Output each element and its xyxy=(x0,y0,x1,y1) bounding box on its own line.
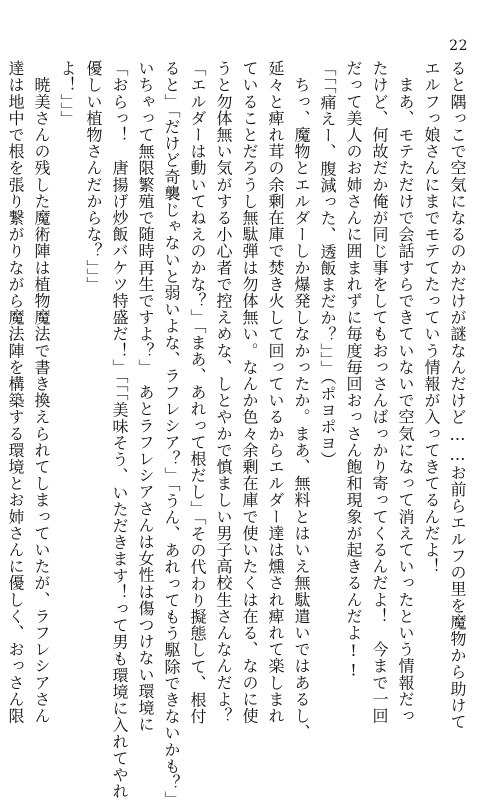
vertical-text-body xyxy=(6,60,470,808)
text-line: 「おらっ！ 唐揚げ炒飯バケツ特盛だ！」「「「美味そう、いただきます！って男も環境に入れてやれ xyxy=(110,60,129,800)
text-line: たけど、何故だか俺が同じ事をしてもおっさんばっかり寄ってくるんだよ！ 今まで一回 xyxy=(370,60,389,724)
text-line: 「エルダーは動いてねえのかな？」「まあ、あれって根だし」「その代わり擬態して、根付 xyxy=(188,60,207,725)
text-line: ると隅っこで空気になるのかだけが謎なんだけど……お前らエルフの里を魔物から助けて xyxy=(448,60,467,730)
text-line: うと勿体無い気がする小心者で控えめな、しとやかで慎ましい男子高校生さんなんだよ？ xyxy=(214,60,233,724)
text-line: まあ、モテただけで会話すらできていないで空気になって消えていったという情報だっ xyxy=(396,60,415,724)
page-number: 22 xyxy=(449,38,468,54)
text-line: ると」「だけど奇襲じゃないと弱いよな、ラフレシア？」「うん、あれってもう駆除できないかも？」 xyxy=(162,60,181,808)
text-line: 延々と痺れ茸の余剰在庫で焚き火して回っているからエルダー達は燻され痺れて楽しまれ xyxy=(266,60,285,724)
text-line: 「「「痛えー、腹減った、透飯まだか？」」」（ポヨポヨ） xyxy=(318,60,337,469)
text-line: 暁美さんの残した魔術陣は植物魔法で書き換えられてしまっていたが、ラフレシアさん xyxy=(32,60,51,724)
text-line: ていることだろうし無駄弾は勿体無い。なんか色々余剰在庫で使いたくは在る、なのに使 xyxy=(240,60,259,724)
text-line: 優しい植物さんだからな？」」」 xyxy=(84,60,103,293)
text-line: だって美人のお姉さんに囲まれずに毎度毎回おっさん飽和現象が起きるんだよ!! xyxy=(344,60,363,681)
text-line: よ！」」」 xyxy=(58,60,77,127)
text-line: ちっ、魔物とエルダーしか爆発しなかったか。まあ、無料とはいえ無駄遣いではあるし、 xyxy=(292,60,311,741)
text-line: 達は地中で根を張り繋がりながら魔法陣を構築する環境とお姉さんに優しく、おっさん限 xyxy=(6,60,25,724)
text-line: いちゃって無限繁殖で随時再生ですよ？」 あとラフレシアさんは女性は傷つけない環境に xyxy=(136,60,155,733)
text-line: エルフっ娘さんにまでモテてたっていう情報が入ってきてるんだよ！ xyxy=(422,60,441,575)
